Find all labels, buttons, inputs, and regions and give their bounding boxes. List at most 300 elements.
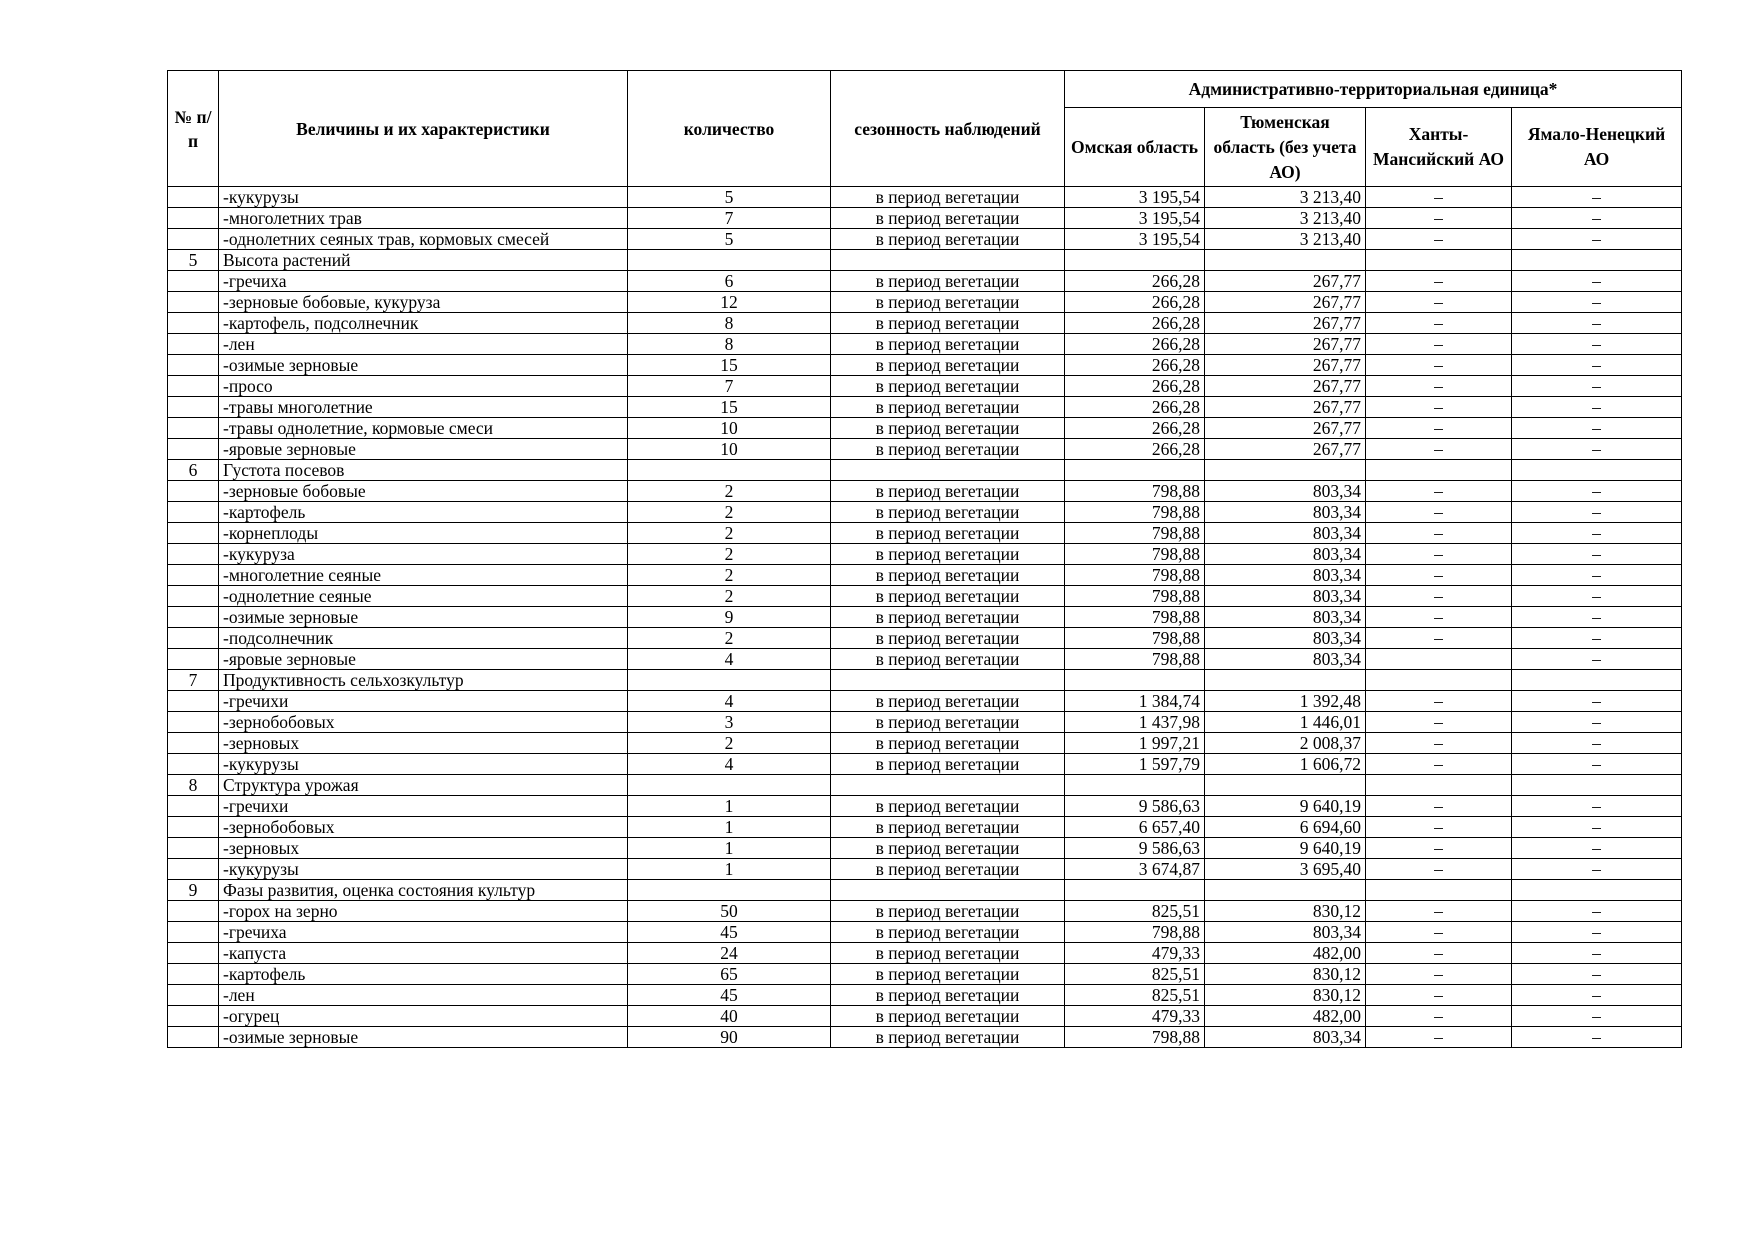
omsk-value: 266,28 [1065,376,1205,397]
empty-cell [831,670,1065,691]
table-row [168,943,1682,964]
table-row [168,586,1682,607]
empty-cell [831,460,1065,481]
row-number [168,943,219,964]
khmao-value: – [1366,439,1512,460]
item-name: -картофель [219,502,628,523]
item-name: -кукурузы [219,187,628,208]
section-row [168,460,1682,481]
row-number [168,523,219,544]
yanao-value: – [1512,1006,1682,1027]
yanao-value: – [1512,922,1682,943]
khmao-value: – [1366,586,1512,607]
row-number [168,901,219,922]
table-row [168,502,1682,523]
table-row [168,481,1682,502]
item-name: -зерновые бобовые, кукуруза [219,292,628,313]
khmao-value: – [1366,922,1512,943]
empty-cell [1366,460,1512,481]
row-number [168,418,219,439]
tyumen-value: 803,34 [1205,1027,1366,1048]
table-row [168,607,1682,628]
omsk-value: 825,51 [1065,901,1205,922]
item-name: -зернобобовых [219,712,628,733]
omsk-value: 266,28 [1065,418,1205,439]
section-row [168,880,1682,901]
season-cell: в период вегетации [831,1027,1065,1048]
row-number [168,586,219,607]
quantity-cell: 2 [628,628,831,649]
empty-cell [628,880,831,901]
row-number [168,817,219,838]
season-cell: в период вегетации [831,544,1065,565]
table-row [168,985,1682,1006]
season-cell: в период вегетации [831,187,1065,208]
omsk-value: 825,51 [1065,964,1205,985]
omsk-value: 798,88 [1065,502,1205,523]
empty-cell [1065,670,1205,691]
khmao-value: – [1366,187,1512,208]
quantity-cell: 1 [628,817,831,838]
khmao-value: – [1366,565,1512,586]
yanao-value: – [1512,838,1682,859]
table-row [168,271,1682,292]
empty-cell [1205,250,1366,271]
row-number [168,964,219,985]
row-number: 9 [168,880,219,901]
empty-cell [1512,880,1682,901]
yanao-value: – [1512,796,1682,817]
tyumen-value: 9 640,19 [1205,838,1366,859]
omsk-value: 9 586,63 [1065,838,1205,859]
tyumen-value: 267,77 [1205,271,1366,292]
yanao-value: – [1512,502,1682,523]
header-num: № п/п [168,71,219,187]
omsk-value: 798,88 [1065,544,1205,565]
empty-cell [1065,775,1205,796]
omsk-value: 798,88 [1065,481,1205,502]
khmao-value: – [1366,985,1512,1006]
yanao-value: – [1512,754,1682,775]
row-number [168,796,219,817]
row-number [168,649,219,670]
empty-cell [1366,250,1512,271]
table-row [168,754,1682,775]
table-row [168,397,1682,418]
item-name: -многолетние сеяные [219,565,628,586]
section-row [168,775,1682,796]
header-yanao: Ямало-Ненецкий АО [1512,108,1682,187]
tyumen-value: 803,34 [1205,544,1366,565]
khmao-value: – [1366,796,1512,817]
empty-cell [628,670,831,691]
empty-cell [628,460,831,481]
item-name: -гречиха [219,922,628,943]
quantity-cell: 2 [628,565,831,586]
season-cell: в период вегетации [831,838,1065,859]
item-name: -озимые зерновые [219,1027,628,1048]
omsk-value: 266,28 [1065,292,1205,313]
empty-cell [1065,880,1205,901]
header-qty: количество [628,71,831,187]
item-name: -картофель, подсолнечник [219,313,628,334]
yanao-value: – [1512,292,1682,313]
khmao-value: – [1366,1027,1512,1048]
khmao-value: – [1366,817,1512,838]
season-cell: в период вегетации [831,754,1065,775]
season-cell: в период вегетации [831,271,1065,292]
row-number [168,229,219,250]
header-name: Величины и их характеристики [219,71,628,187]
yanao-value: – [1512,691,1682,712]
season-cell: в период вегетации [831,1006,1065,1027]
section-title: Продуктивность сельхозкультур [219,670,628,691]
table-row [168,901,1682,922]
tyumen-value: 830,12 [1205,985,1366,1006]
empty-cell [628,250,831,271]
tyumen-value: 2 008,37 [1205,733,1366,754]
khmao-value: – [1366,1006,1512,1027]
khmao-value: – [1366,754,1512,775]
item-name: -яровые зерновые [219,439,628,460]
table-row [168,964,1682,985]
empty-cell [1205,460,1366,481]
season-cell: в период вегетации [831,922,1065,943]
quantity-cell: 4 [628,649,831,670]
item-name: -травы многолетние [219,397,628,418]
item-name: -зерновых [219,733,628,754]
item-name: -подсолнечник [219,628,628,649]
season-cell: в период вегетации [831,523,1065,544]
omsk-value: 266,28 [1065,334,1205,355]
season-cell: в период вегетации [831,985,1065,1006]
season-cell: в период вегетации [831,901,1065,922]
row-number: 5 [168,250,219,271]
tyumen-value: 3 213,40 [1205,208,1366,229]
omsk-value: 3 195,54 [1065,229,1205,250]
tyumen-value: 803,34 [1205,649,1366,670]
season-cell: в период вегетации [831,628,1065,649]
section-row [168,670,1682,691]
item-name: -лен [219,985,628,1006]
tyumen-value: 9 640,19 [1205,796,1366,817]
row-number [168,733,219,754]
yanao-value: – [1512,418,1682,439]
empty-cell [1512,670,1682,691]
yanao-value: – [1512,439,1682,460]
season-cell: в период вегетации [831,439,1065,460]
item-name: -кукуруза [219,544,628,565]
omsk-value: 798,88 [1065,922,1205,943]
quantity-cell: 7 [628,376,831,397]
tyumen-value: 267,77 [1205,355,1366,376]
omsk-value: 1 597,79 [1065,754,1205,775]
quantity-cell: 1 [628,838,831,859]
yanao-value: – [1512,733,1682,754]
quantity-cell: 2 [628,544,831,565]
item-name: -зернобобовых [219,817,628,838]
empty-cell [1065,250,1205,271]
tyumen-value: 3 695,40 [1205,859,1366,880]
item-name: -озимые зерновые [219,607,628,628]
table-row [168,187,1682,208]
section-title: Густота посевов [219,460,628,481]
quantity-cell: 15 [628,355,831,376]
empty-cell [1366,670,1512,691]
season-cell: в период вегетации [831,397,1065,418]
tyumen-value: 482,00 [1205,1006,1366,1027]
table-row [168,229,1682,250]
row-number [168,628,219,649]
table-row [168,649,1682,670]
table-row [168,628,1682,649]
row-number [168,502,219,523]
season-cell: в период вегетации [831,502,1065,523]
item-name: -капуста [219,943,628,964]
khmao-value: – [1366,355,1512,376]
table-row [168,292,1682,313]
khmao-value: – [1366,523,1512,544]
season-cell: в период вегетации [831,649,1065,670]
omsk-value: 479,33 [1065,1006,1205,1027]
row-number [168,859,219,880]
item-name: -травы однолетние, кормовые смеси [219,418,628,439]
yanao-value: – [1512,628,1682,649]
tyumen-value: 267,77 [1205,439,1366,460]
empty-cell [1065,460,1205,481]
season-cell: в период вегетации [831,586,1065,607]
table-row [168,544,1682,565]
tyumen-value: 803,34 [1205,922,1366,943]
khmao-value: – [1366,691,1512,712]
table-row [168,355,1682,376]
yanao-value: – [1512,187,1682,208]
yanao-value: – [1512,607,1682,628]
row-number: 8 [168,775,219,796]
item-name: -картофель [219,964,628,985]
tyumen-value: 482,00 [1205,943,1366,964]
quantity-cell: 2 [628,523,831,544]
table-body [168,187,1682,1048]
quantity-cell: 5 [628,187,831,208]
quantity-cell: 1 [628,796,831,817]
yanao-value: – [1512,901,1682,922]
item-name: -гречихи [219,691,628,712]
section-title: Фазы развития, оценка состояния культур [219,880,628,901]
omsk-value: 825,51 [1065,985,1205,1006]
data-table [167,70,1682,1048]
quantity-cell: 2 [628,586,831,607]
table-row [168,1006,1682,1027]
khmao-value: – [1366,607,1512,628]
omsk-value: 3 674,87 [1065,859,1205,880]
quantity-cell: 10 [628,439,831,460]
row-number [168,271,219,292]
quantity-cell: 8 [628,334,831,355]
quantity-cell: 2 [628,733,831,754]
empty-cell [1512,250,1682,271]
section-title: Структура урожая [219,775,628,796]
empty-cell [1512,775,1682,796]
row-number [168,1027,219,1048]
item-name: -зерновых [219,838,628,859]
season-cell: в период вегетации [831,355,1065,376]
yanao-value: – [1512,397,1682,418]
season-cell: в период вегетации [831,943,1065,964]
row-number [168,334,219,355]
yanao-value: – [1512,1027,1682,1048]
empty-cell [1205,880,1366,901]
header-region-group: Административно-территориальная единица* [1065,71,1682,108]
tyumen-value: 830,12 [1205,901,1366,922]
omsk-value: 3 195,54 [1065,208,1205,229]
quantity-cell: 7 [628,208,831,229]
row-number [168,187,219,208]
row-number [168,313,219,334]
omsk-value: 798,88 [1065,523,1205,544]
omsk-value: 798,88 [1065,1027,1205,1048]
yanao-value: – [1512,229,1682,250]
khmao-value [1366,649,1512,670]
item-name: -кукурузы [219,754,628,775]
empty-cell [1205,775,1366,796]
quantity-cell: 12 [628,292,831,313]
item-name: -гречиха [219,271,628,292]
season-cell: в период вегетации [831,964,1065,985]
tyumen-value: 3 213,40 [1205,229,1366,250]
item-name: -кукурузы [219,859,628,880]
header-omsk: Омская область [1065,108,1205,187]
season-cell: в период вегетации [831,334,1065,355]
khmao-value: – [1366,313,1512,334]
row-number [168,922,219,943]
quantity-cell: 4 [628,754,831,775]
yanao-value: – [1512,481,1682,502]
khmao-value: – [1366,229,1512,250]
empty-cell [628,775,831,796]
header-tyumen: Тюменская область (без учета АО) [1205,108,1366,187]
tyumen-value: 6 694,60 [1205,817,1366,838]
item-name: -горох на зерно [219,901,628,922]
khmao-value: – [1366,964,1512,985]
row-number [168,355,219,376]
season-cell: в период вегетации [831,376,1065,397]
quantity-cell: 65 [628,964,831,985]
yanao-value: – [1512,313,1682,334]
table-row [168,733,1682,754]
season-cell: в период вегетации [831,565,1065,586]
table-row [168,691,1682,712]
yanao-value: – [1512,334,1682,355]
season-cell: в период вегетации [831,691,1065,712]
quantity-cell: 24 [628,943,831,964]
season-cell: в период вегетации [831,607,1065,628]
season-cell: в период вегетации [831,796,1065,817]
row-number: 6 [168,460,219,481]
tyumen-value: 267,77 [1205,418,1366,439]
omsk-value: 266,28 [1065,313,1205,334]
tyumen-value: 267,77 [1205,313,1366,334]
yanao-value: – [1512,712,1682,733]
item-name: -многолетних трав [219,208,628,229]
row-number [168,439,219,460]
row-number: 7 [168,670,219,691]
khmao-value: – [1366,712,1512,733]
season-cell: в период вегетации [831,733,1065,754]
omsk-value: 1 384,74 [1065,691,1205,712]
quantity-cell: 6 [628,271,831,292]
table-row [168,313,1682,334]
yanao-value: – [1512,355,1682,376]
khmao-value: – [1366,733,1512,754]
table-row [168,712,1682,733]
season-cell: в период вегетации [831,418,1065,439]
quantity-cell: 2 [628,481,831,502]
table-row [168,859,1682,880]
omsk-value: 479,33 [1065,943,1205,964]
quantity-cell: 4 [628,691,831,712]
khmao-value: – [1366,544,1512,565]
tyumen-value: 267,77 [1205,376,1366,397]
quantity-cell: 8 [628,313,831,334]
omsk-value: 6 657,40 [1065,817,1205,838]
khmao-value: – [1366,481,1512,502]
khmao-value: – [1366,271,1512,292]
tyumen-value: 1 446,01 [1205,712,1366,733]
item-name: -гречихи [219,796,628,817]
season-cell: в период вегетации [831,481,1065,502]
empty-cell [1366,880,1512,901]
yanao-value: – [1512,817,1682,838]
item-name: -огурец [219,1006,628,1027]
yanao-value: – [1512,565,1682,586]
item-name: -яровые зерновые [219,649,628,670]
table-row [168,439,1682,460]
tyumen-value: 1 392,48 [1205,691,1366,712]
tyumen-value: 267,77 [1205,334,1366,355]
row-number [168,754,219,775]
table-row [168,334,1682,355]
row-number [168,691,219,712]
tyumen-value: 3 213,40 [1205,187,1366,208]
omsk-value: 266,28 [1065,439,1205,460]
table-row [168,796,1682,817]
quantity-cell: 10 [628,418,831,439]
season-cell: в период вегетации [831,292,1065,313]
quantity-cell: 45 [628,985,831,1006]
tyumen-value: 803,34 [1205,502,1366,523]
omsk-value: 1 437,98 [1065,712,1205,733]
yanao-value: – [1512,964,1682,985]
quantity-cell: 40 [628,1006,831,1027]
yanao-value: – [1512,649,1682,670]
omsk-value: 266,28 [1065,355,1205,376]
row-number [168,607,219,628]
khmao-value: – [1366,292,1512,313]
table-row [168,523,1682,544]
tyumen-value: 803,34 [1205,523,1366,544]
tyumen-value: 830,12 [1205,964,1366,985]
omsk-value: 266,28 [1065,271,1205,292]
tyumen-value: 267,77 [1205,397,1366,418]
item-name: -зерновые бобовые [219,481,628,502]
season-cell: в период вегетации [831,817,1065,838]
empty-cell [1205,670,1366,691]
khmao-value: – [1366,943,1512,964]
item-name: -лен [219,334,628,355]
row-number [168,544,219,565]
yanao-value: – [1512,523,1682,544]
